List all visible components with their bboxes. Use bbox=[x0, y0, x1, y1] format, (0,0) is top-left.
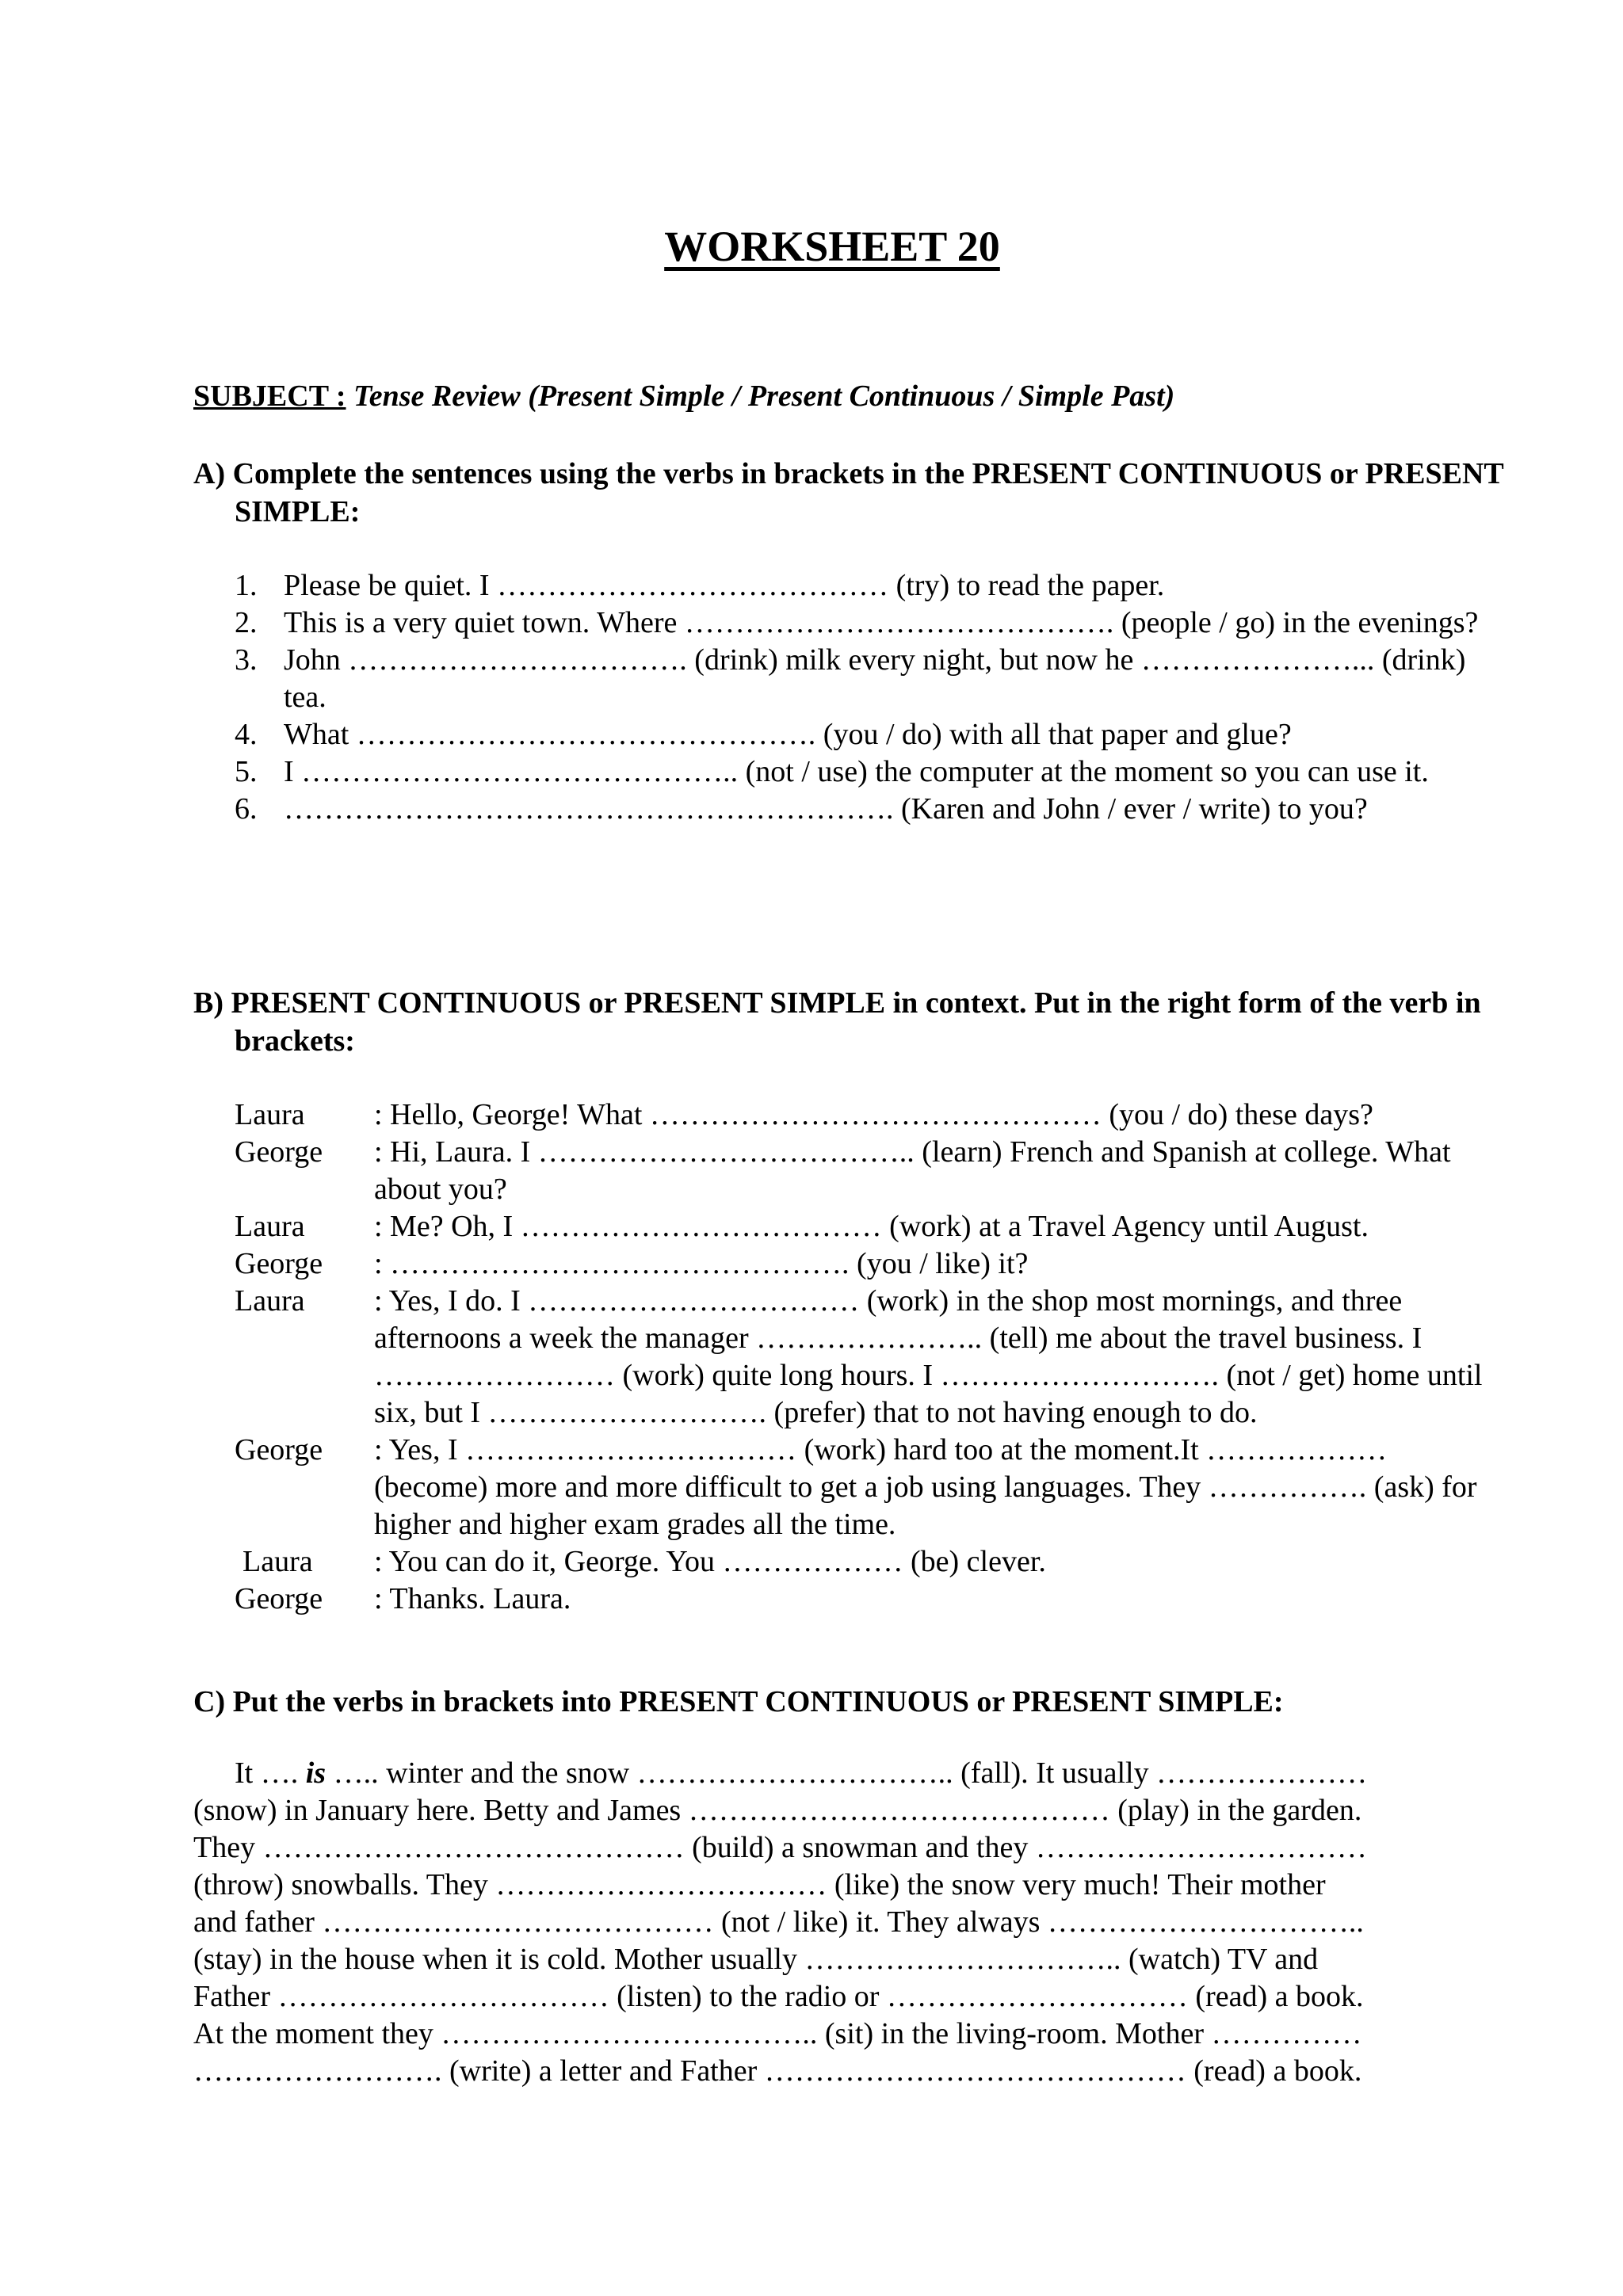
turn-text: : Yes, I do. I …………………………… (work) in the shop most mornings, and three afternoons a week the manager ………………….. (tell) me about the travel business. I …………………… (work) quite long hours. I ………………………. (not / get) home until six, but I ………………………. (prefer) that to not having enough to do. bbox=[374, 1284, 1483, 1429]
section-a-heading: A) Complete the sentences using the verbs in brackets in the PRESENT CONTINUOUS or PRESENT SIMPLE: bbox=[193, 457, 1504, 528]
list-item bbox=[235, 716, 1487, 753]
list-item bbox=[235, 791, 1487, 828]
list-item bbox=[235, 753, 1487, 791]
speaker-name: George bbox=[235, 1582, 323, 1615]
speaker-name: George bbox=[235, 1135, 323, 1169]
turn-text: : Thanks. Laura. bbox=[374, 1582, 571, 1615]
dialog-turn bbox=[235, 1432, 1503, 1543]
paragraph-line: and father ………………………………… (not / like) it. They always ………………………….. bbox=[193, 1905, 1364, 1939]
item-number: 4. bbox=[235, 718, 258, 751]
list-item bbox=[235, 642, 1487, 716]
item-number: 5. bbox=[235, 755, 258, 788]
dialog-turn bbox=[235, 1283, 1503, 1432]
paragraph-line: They …………………………………… (build) a snowman and they …………………………… bbox=[193, 1831, 1367, 1864]
section-a-list bbox=[235, 567, 1487, 828]
dialog-turn bbox=[235, 1245, 1503, 1283]
turn-text: : Yes, I …………………………… (work) hard too at the moment.It ……………… (become) more and more difficult to get a job using languages. They ……………. (ask) for higher and higher exam grades all the time. bbox=[374, 1433, 1477, 1541]
list-item bbox=[235, 567, 1487, 605]
dialog-turn bbox=[235, 1581, 1503, 1618]
item-number: 2. bbox=[235, 606, 258, 639]
item-number: 3. bbox=[235, 643, 258, 677]
paragraph-line: Father …………………………… (listen) to the radio or ………………………… (read) a book. bbox=[193, 1980, 1364, 2013]
section-b-dialog bbox=[235, 1097, 1503, 1618]
dialog-turn bbox=[235, 1208, 1503, 1245]
worksheet-title: WORKSHEET 20 bbox=[664, 223, 1000, 270]
item-text: Please be quiet. I ………………………………… (try) to read the paper. bbox=[284, 569, 1165, 602]
item-text: I …………………………………….. (not / use) the computer at the moment so you can use it. bbox=[284, 755, 1429, 788]
list-item bbox=[235, 605, 1487, 642]
item-text: John ……………………………. (drink) milk every night, but now he …………………... (drink) tea. bbox=[284, 643, 1466, 714]
turn-text: : Me? Oh, I ……………………………… (work) at a Travel Agency until August. bbox=[374, 1210, 1369, 1243]
speaker-name: Laura bbox=[242, 1545, 313, 1578]
item-text: ……………………………………………………. (Karen and John / ever / write) to you? bbox=[284, 792, 1368, 826]
speaker-name: Laura bbox=[235, 1210, 305, 1243]
item-text: What ………………………………………. (you / do) with all that paper and glue? bbox=[284, 718, 1292, 751]
turn-text: : ………………………………………. (you / like) it? bbox=[374, 1247, 1029, 1280]
section-b-heading: B) PRESENT CONTINUOUS or PRESENT SIMPLE in context. Put in the right form of the verb in brackets: bbox=[193, 986, 1481, 1058]
paragraph-line: (snow) in January here. Betty and James …………………………………… (play) in the garden. bbox=[193, 1794, 1362, 1827]
subject-text: Tense Review (Present Simple / Present Continuous / Simple Past) bbox=[353, 379, 1175, 413]
example-line bbox=[235, 1756, 1367, 1791]
dialog-turn bbox=[235, 1134, 1503, 1208]
dialog-turn bbox=[235, 1097, 1503, 1134]
section-c-heading: C) Put the verbs in brackets into PRESENT CONTINUOUS or PRESENT SIMPLE: bbox=[193, 1685, 1284, 1718]
dialog-turn bbox=[235, 1543, 1503, 1581]
item-number: 1. bbox=[235, 569, 258, 602]
example-before: It …. bbox=[235, 1756, 306, 1790]
speaker-name: George bbox=[235, 1247, 323, 1280]
subject-line bbox=[193, 379, 1174, 414]
turn-text: : Hi, Laura. I ……………………………….. (learn) French and Spanish at college. What about you? bbox=[374, 1135, 1451, 1206]
paragraph-line: ……………………. (write) a letter and Father …………………………………… (read) a book. bbox=[193, 2054, 1362, 2088]
example-after: ….. winter and the snow ………………………….. (fall). It usually ………………… bbox=[326, 1756, 1368, 1790]
item-text: This is a very quiet town. Where ……………………………………. (people / go) in the evenings? bbox=[284, 606, 1479, 639]
speaker-name: Laura bbox=[235, 1284, 305, 1318]
turn-text: : You can do it, George. You ……………… (be) clever. bbox=[374, 1545, 1046, 1578]
speaker-name: George bbox=[235, 1433, 323, 1466]
speaker-name: Laura bbox=[235, 1098, 305, 1131]
paragraph-line: (stay) in the house when it is cold. Mother usually ………………………….. (watch) TV and bbox=[193, 1943, 1319, 1976]
paragraph-line: At the moment they ……………………………….. (sit) in the living-room. Mother …………… bbox=[193, 2017, 1362, 2050]
item-number: 6. bbox=[235, 792, 258, 826]
paragraph-line: (throw) snowballs. They …………………………… (like) the snow very much! Their mother bbox=[193, 1868, 1326, 1901]
subject-label: SUBJECT : bbox=[193, 379, 346, 413]
turn-text: : Hello, George! What ……………………………………… (you / do) these days? bbox=[374, 1098, 1373, 1131]
example-answer: is bbox=[305, 1756, 327, 1790]
